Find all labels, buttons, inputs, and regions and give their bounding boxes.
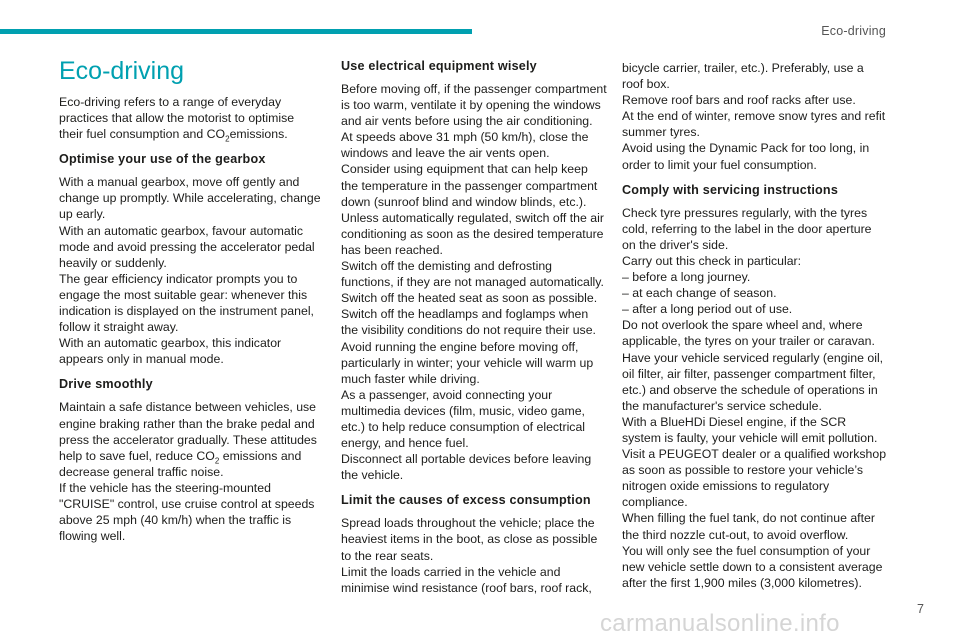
smooth-text-end: emissions and decrease general traffic noise. If the vehicle has the steering-mounted "CRUISE" control, use cruise control at speeds above 25 mph (40 km/h) when the traffic is flowing well. [59, 448, 315, 544]
excess-paragraph: Spread loads throughout the vehicle; place the heaviest items in the boot, as close as possible to the rear seats. Limit the loads carried in the vehicle and minimise wind resistance (roof bars, roof rack, [341, 516, 598, 595]
intro-paragraph [59, 94, 321, 142]
smooth-paragraph [59, 399, 321, 544]
electrical-paragraph: Before moving off, if the passenger compartment is too warm, ventilate it by opening the windows and air vents before using the air conditioning. At speeds above 31 mph (50 km/h), close the windows and leave the air vents open. Consider using equipment that can help keep the temperature in the passenger compartment down (sunroof blind and window blinds, etc.). Unless automatically regulated, switch off the air conditioning as soon as the desired temperature has been reached. Switch off the demisting and defrosting functions, if they are not managed automatically. Switch off the heated seat as soon as possible. Switch off the headlamps and foglamps when the visibility conditions do not require their use. Avoid running the engine before moving off, particularly in winter; your vehicle will warm up much faster while driving. As a passenger, avoid connecting your multimedia devices (film, music, video game, etc.) to help reduce consumption of electrical energy, and hence fuel. Disconnect all portable devices before leaving the vehicle. [341, 82, 607, 483]
running-head: Eco-driving [821, 24, 886, 38]
column-right [622, 60, 888, 591]
excess-paragraph-continued: bicycle carrier, trailer, etc.). Preferably, use a roof box. Remove roof bars and roof racks after use. At the end of winter, remove snow tyres and refit summer tyres. Avoid using the Dynamic Pack for too long, in order to limit your fuel consumption. [622, 61, 886, 172]
gearbox-paragraph: With a manual gearbox, move off gently and change up promptly. While accelerating, change up early. With an automatic gearbox, favour automatic mode and avoid pressing the accelerator pedal heavily or suddenly. The gear efficiency indicator prompts you to engage the most suitable gear: whenever this indication is displayed on the instrument panel, follow it straight away. With an automatic gearbox, this indicator appears only in manual mode. [59, 175, 321, 367]
heading-servicing: Comply with servicing instructions [622, 182, 839, 197]
column-left [59, 56, 321, 544]
column-middle [341, 58, 607, 596]
heading-excess-consumption: Limit the causes of excess consumption [341, 493, 591, 508]
page-number: 7 [917, 602, 924, 616]
heading-gearbox: Optimise your use of the gearbox [59, 152, 266, 167]
servicing-paragraph: Check tyre pressures regularly, with the tyres cold, referring to the label in the door aperture on the driver's side. Carry out this check in particular: – before a long journey. – at each change of season. – after a long period out of use. Do not overlook the spare wheel and, where applicable, the tyres on your trailer or caravan. Have your vehicle serviced regularly (engine oil, oil filter, air filter, passenger compartment filter, etc.) and observe the schedule of operations in the manufacturer's service schedule. With a BlueHDi Diesel engine, if the SCR system is faulty, your vehicle will emit pollution. Visit a PEUGEOT dealer or a qualified workshop as soon as possible to restore your vehicle’s nitrogen oxide emissions to regulatory compliance. When filling the fuel tank, do not continue after the third nozzle cut-out, to avoid overflow. You will only see the fuel consumption of your new vehicle settle down to a consistent average after the first 1,900 miles (3,000 kilometres). [622, 205, 887, 590]
top-accent-bar [0, 29, 472, 34]
watermark: carmanualsonline.info [600, 610, 840, 637]
heading-electrical: Use electrical equipment wisely [341, 59, 537, 73]
co2-subscript: 2 [225, 134, 230, 144]
co2-subscript: 2 [214, 456, 220, 466]
page-title: Eco-driving [59, 57, 185, 85]
intro-text-end: emissions. [229, 127, 288, 142]
heading-drive-smoothly: Drive smoothly [59, 377, 153, 392]
smooth-text: Maintain a safe distance between vehicles, use engine braking rather than the brake pedal and press the accelerator gradually. These attitudes help to save fuel, reduce CO [59, 400, 317, 463]
intro-text: Eco-driving refers to a range of everyday practices that allow the motorist to optimise their fuel consumption and CO [59, 95, 295, 142]
